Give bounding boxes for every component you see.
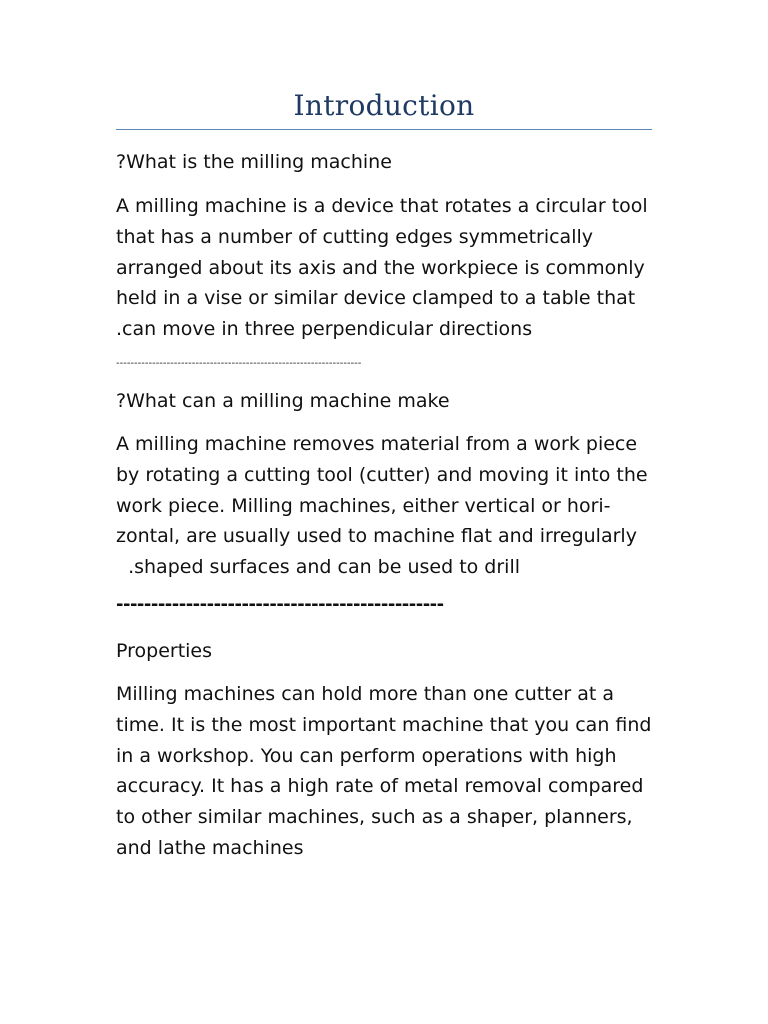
section-paragraph-properties [116,679,656,864]
paragraph-line: in a workshop. You can perform operations with high [116,744,617,767]
title-underline [116,129,652,130]
section-paragraph-what-can [116,429,656,583]
section-heading-what-is: ?What is the milling machine [116,151,392,173]
paragraph-line: work piece. Milling machines, either vertical or hori- [116,494,611,517]
paragraph-line: time. It is the most important machine that you can find [116,713,652,736]
paragraph-line: zontal, are usually used to machine flat and irregularly [116,525,637,548]
paragraph-line: arranged about its axis and the workpiece is commonly [116,256,645,279]
paragraph-line: Milling machines can hold more than one cutter at a [116,683,615,705]
section-heading-properties: Properties [116,640,213,662]
page-title: Introduction [293,89,475,122]
paragraph-line: A milling machine removes material from a work piece [116,433,638,455]
paragraph-line: held in a vise or similar device clamped to a table that [116,287,636,310]
paragraph-line: .can move in three perpendicular directions [116,318,533,341]
paragraph-line: A milling machine is a device that rotates a circular tool [116,195,648,217]
bold-dashed-divider: ----------------------------------------------- [116,594,444,615]
paragraph-line: and lathe machines [116,836,304,859]
paragraph-line: that has a number of cutting edges symmetrically [116,225,594,248]
paragraph-line: accuracy. It has a high rate of metal removal compared [116,775,644,798]
section-paragraph-what-is [116,191,656,345]
paragraph-line: by rotating a cutting tool (cutter) and moving it into the [116,463,648,486]
section-heading-what-can: ?What can a milling machine make [116,390,450,412]
dashed-divider: -------------------------------------------------------------------- [116,358,362,369]
paragraph-line: to other similar machines, such as a shaper, planners, [116,806,633,829]
paragraph-line: .shaped surfaces and can be used to drill [116,556,521,579]
